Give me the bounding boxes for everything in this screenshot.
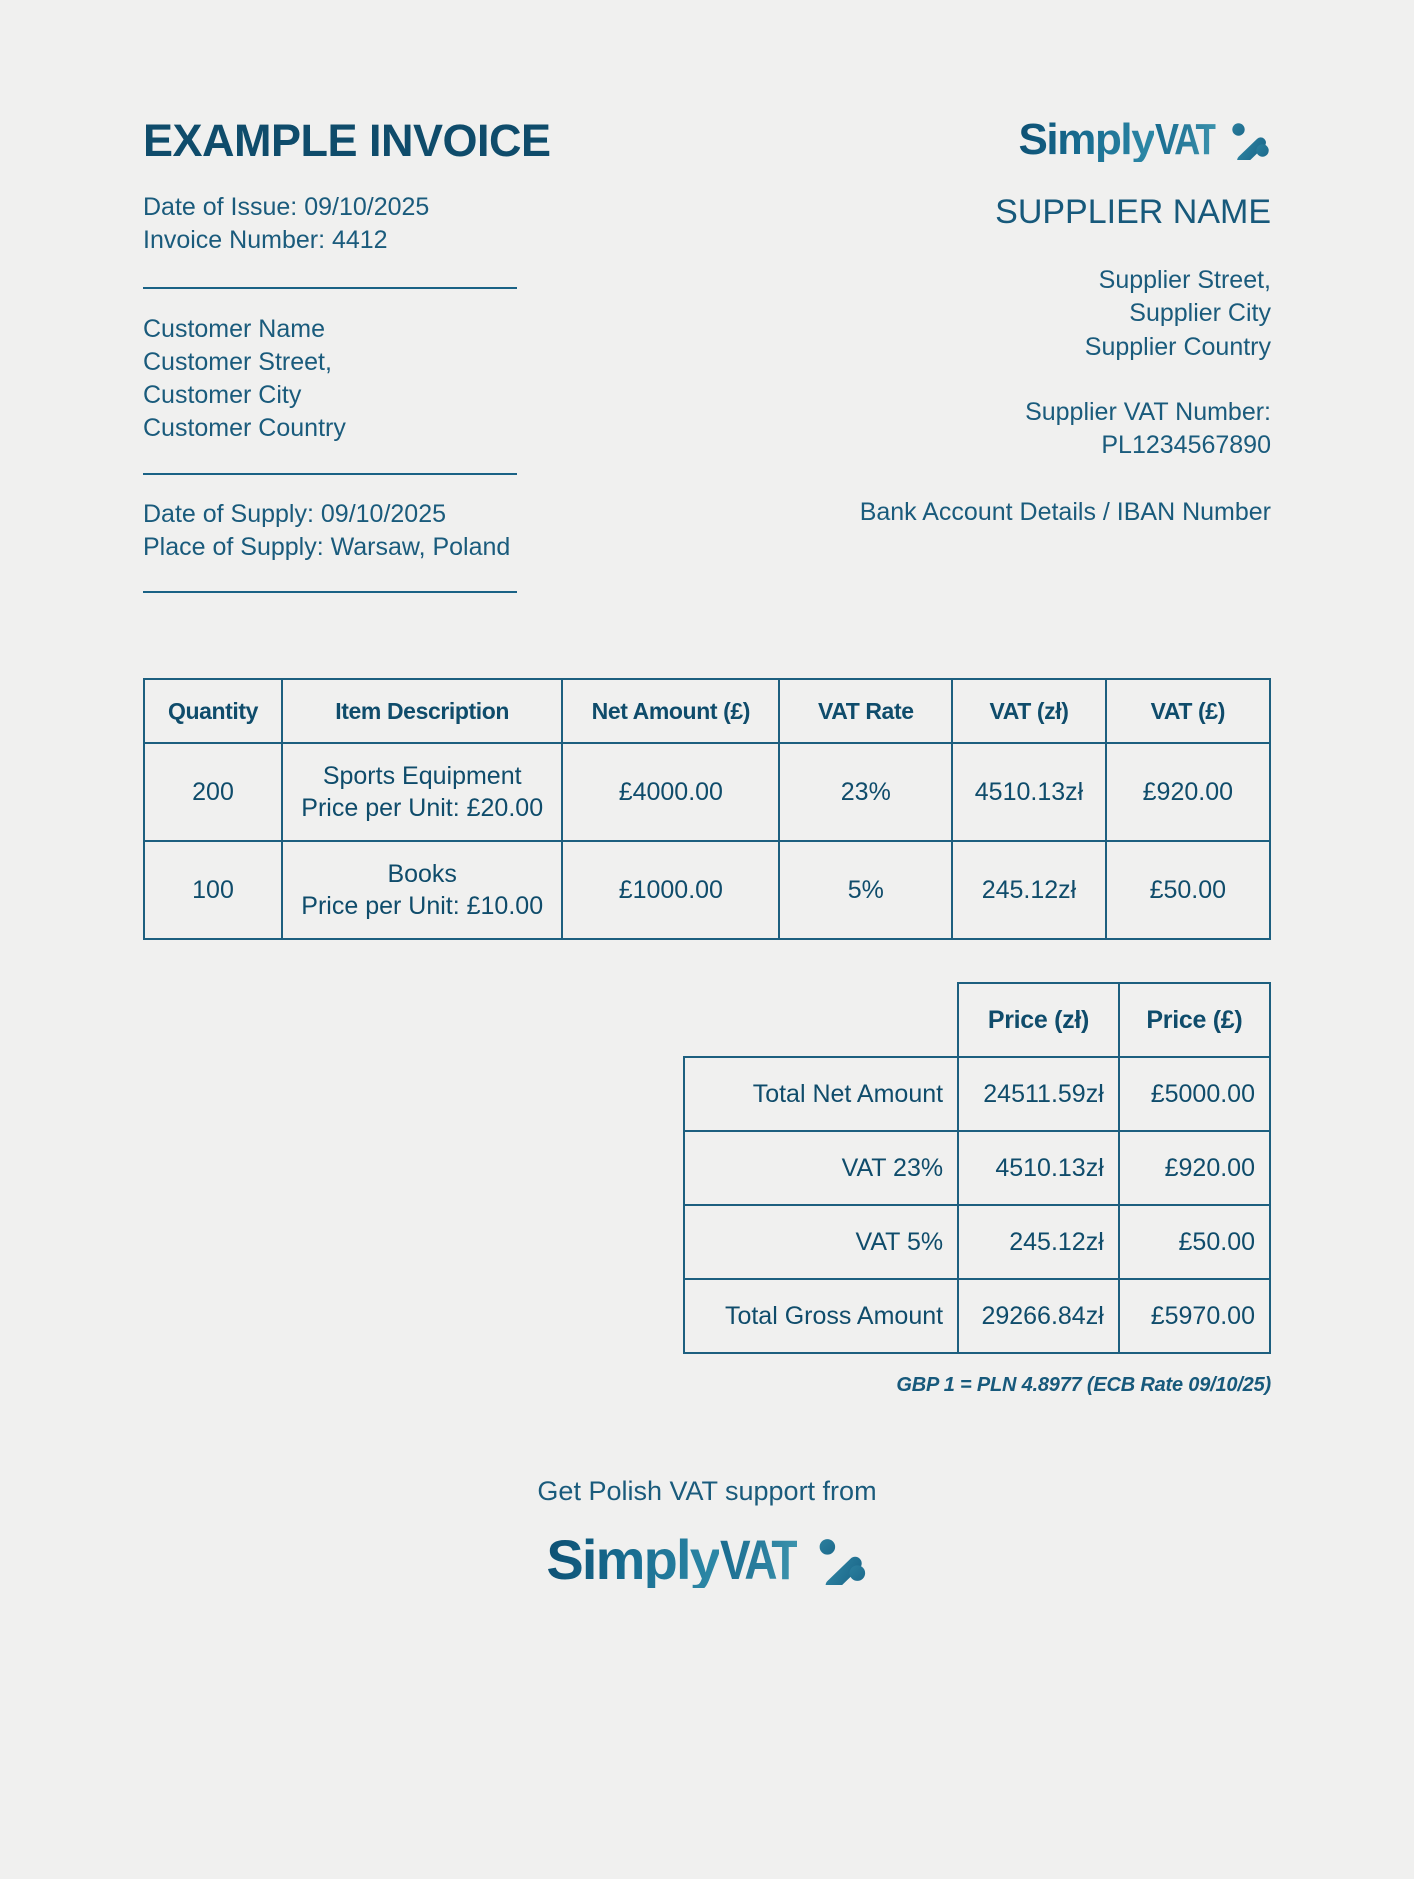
- totals-header-spacer: [684, 983, 958, 1057]
- customer-city: Customer City: [143, 380, 302, 409]
- table-row: [684, 1057, 1270, 1131]
- totals-value-gbp: £50.00: [1119, 1205, 1270, 1279]
- cell-vat-rate: 5%: [779, 841, 952, 939]
- totals-label: Total Net Amount: [684, 1057, 958, 1131]
- table-row: [144, 841, 1270, 939]
- supplier-city: Supplier City: [1129, 299, 1271, 328]
- totals-value-gbp: £920.00: [1119, 1131, 1270, 1205]
- invoice-footer: [143, 1475, 1271, 1591]
- cell-vat-rate: 23%: [779, 743, 952, 841]
- totals-column-header-gbp: Price (£): [1119, 983, 1270, 1057]
- cell-quantity: 200: [144, 743, 282, 841]
- cell-vat-pln: 245.12zł: [952, 841, 1105, 939]
- date-of-issue: Date of Issue: 09/10/2025: [143, 193, 430, 221]
- item-unit-price: Price per Unit: £20.00: [301, 794, 544, 823]
- percent-mark-icon: [818, 1535, 868, 1585]
- supplier-vat-number: PL1234567890: [1101, 431, 1271, 460]
- footer-logo-container: [143, 1527, 1271, 1591]
- logo-word-vat: VAT: [720, 1527, 797, 1591]
- totals-table: [683, 982, 1271, 1354]
- column-header-net-amount: Net Amount (£): [562, 679, 779, 743]
- customer-name: Customer Name: [143, 314, 325, 343]
- column-header-vat-rate: VAT Rate: [779, 679, 952, 743]
- column-header-vat-gbp: VAT (£): [1106, 679, 1270, 743]
- column-header-vat-pln: VAT (zł): [952, 679, 1105, 743]
- supplier-country: Supplier Country: [1084, 332, 1271, 361]
- totals-column-header-pln: Price (zł): [958, 983, 1119, 1057]
- totals-label: VAT 5%: [684, 1205, 958, 1279]
- totals-value-pln: 24511.59zł: [958, 1057, 1119, 1131]
- divider-middle: [143, 473, 517, 475]
- table-row: [684, 1279, 1270, 1353]
- cell-description: [282, 743, 562, 841]
- date-of-supply: Date of Supply: 09/10/2025: [143, 500, 447, 528]
- totals-value-gbp: £5970.00: [1119, 1279, 1270, 1353]
- table-row: [684, 1205, 1270, 1279]
- supplier-street: Supplier Street,: [1098, 266, 1271, 295]
- customer-block: [143, 313, 613, 446]
- exchange-rate-note: GBP 1 = PLN 4.8977 (ECB Rate 09/10/25): [896, 1374, 1271, 1397]
- totals-table-container: [143, 982, 1271, 1354]
- supply-block: [143, 498, 613, 564]
- totals-label: VAT 23%: [684, 1131, 958, 1205]
- logo-word-simply: Simply: [546, 1527, 720, 1591]
- place-of-supply: Place of Supply: Warsaw, Poland: [143, 533, 511, 562]
- simplyvat-logo: [1018, 115, 1271, 164]
- cell-net-amount: £1000.00: [562, 841, 779, 939]
- divider-bottom: [143, 591, 517, 593]
- logo-word-simply: Simply: [1018, 115, 1155, 164]
- supplier-name: SUPPLIER NAME: [995, 193, 1271, 231]
- invoice-header-right: [791, 115, 1271, 530]
- cell-quantity: 100: [144, 841, 282, 939]
- supplier-address: [791, 264, 1271, 364]
- totals-label: Total Gross Amount: [684, 1279, 958, 1353]
- column-header-description: Item Description: [282, 679, 562, 743]
- items-table-container: [143, 678, 1271, 940]
- totals-value-pln: 29266.84zł: [958, 1279, 1119, 1353]
- cell-net-amount: £4000.00: [562, 743, 779, 841]
- cell-vat-gbp: £50.00: [1106, 841, 1270, 939]
- totals-value-pln: 4510.13zł: [958, 1131, 1119, 1205]
- column-header-quantity: Quantity: [144, 679, 282, 743]
- table-row: [684, 1131, 1270, 1205]
- item-unit-price: Price per Unit: £10.00: [301, 892, 544, 921]
- customer-street: Customer Street,: [143, 347, 332, 376]
- item-name: Books: [387, 860, 457, 889]
- supplier-vat-label: Supplier VAT Number:: [1025, 397, 1271, 426]
- cell-vat-gbp: £920.00: [1106, 743, 1270, 841]
- invoice-header: [143, 0, 1271, 593]
- customer-country: Customer Country: [143, 413, 346, 442]
- cell-description: [282, 841, 562, 939]
- bank-details: Bank Account Details / IBAN Number: [859, 498, 1271, 527]
- totals-header-row: [684, 983, 1270, 1057]
- totals-value-gbp: £5000.00: [1119, 1057, 1270, 1131]
- footer-text: Get Polish VAT support from: [537, 1476, 877, 1507]
- logo-word-vat: VAT: [1155, 115, 1216, 164]
- table-row: [144, 743, 1270, 841]
- simplyvat-logo-footer: [546, 1527, 867, 1591]
- cell-vat-pln: 4510.13zł: [952, 743, 1105, 841]
- supplier-vat-block: [791, 396, 1271, 463]
- page-title: EXAMPLE INVOICE: [143, 115, 551, 166]
- percent-mark-icon: [1231, 120, 1271, 160]
- invoice-header-left: [143, 115, 613, 593]
- item-name: Sports Equipment: [322, 762, 522, 791]
- totals-value-pln: 245.12zł: [958, 1205, 1119, 1279]
- invoice-number: Invoice Number: 4412: [143, 226, 388, 255]
- items-table-header-row: [144, 679, 1270, 743]
- items-table: [143, 678, 1271, 940]
- divider-top: [143, 287, 517, 289]
